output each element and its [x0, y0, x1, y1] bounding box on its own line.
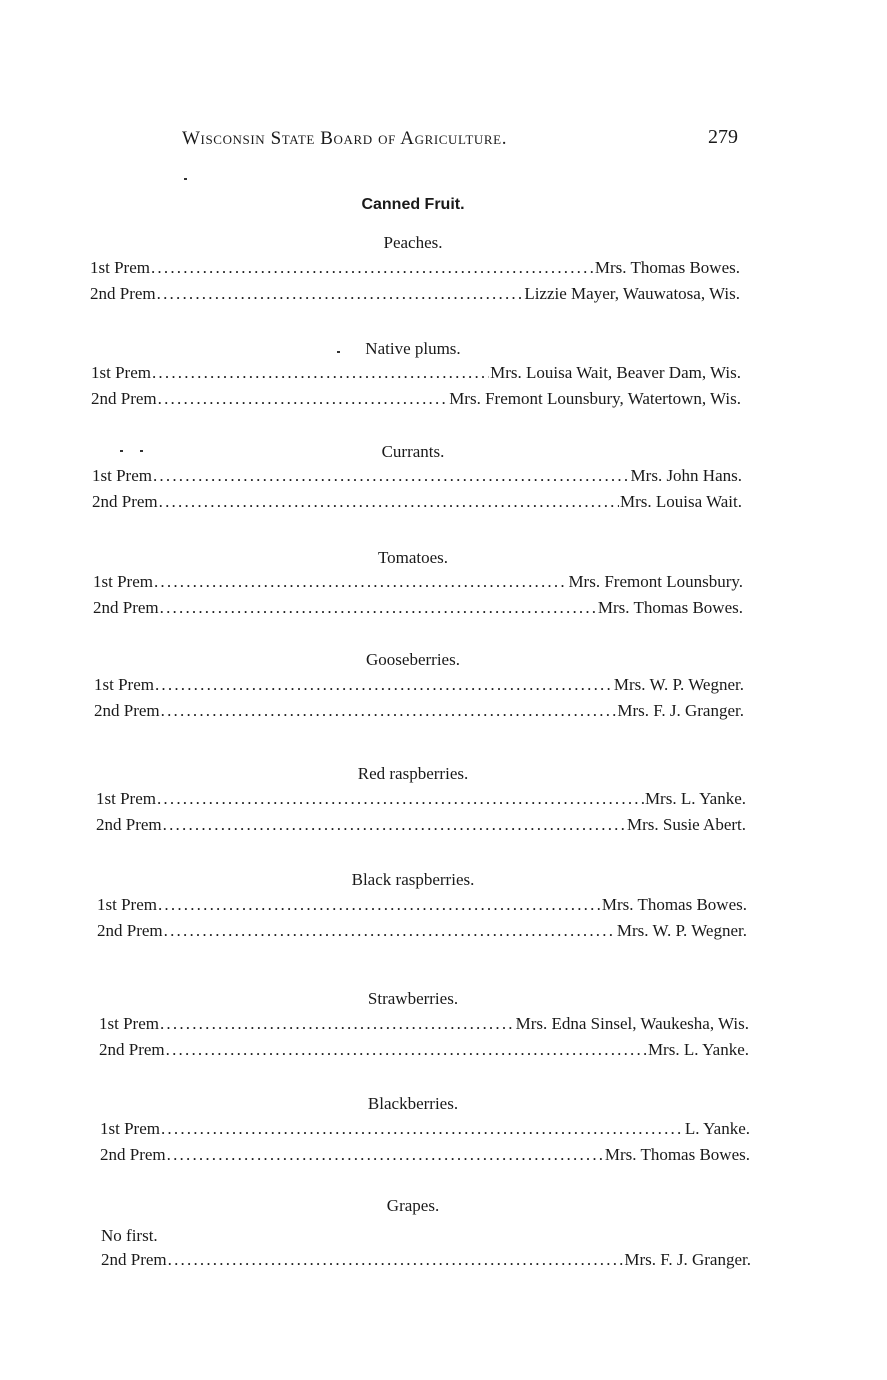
winner-name: Mrs. W. P. Wegner. [613, 675, 744, 694]
dot-leader [160, 1014, 515, 1034]
premium-entry [94, 675, 744, 699]
dot-leader [163, 815, 626, 835]
category-heading: Grapes. [386, 1196, 440, 1215]
winner-name: Mrs. F. J. Granger. [617, 701, 744, 720]
prize-label: 1st Prem [93, 572, 153, 591]
prize-label: 2nd Prem [94, 701, 160, 720]
prize-label: 1st Prem [99, 1014, 159, 1033]
prize-label: 2nd Prem [97, 921, 163, 940]
dot-leader [154, 572, 567, 592]
dot-leader [161, 701, 617, 721]
category-heading: Tomatoes. [377, 548, 449, 567]
winner-name: Mrs. L. Yanke. [647, 1040, 749, 1059]
category-heading: Peaches. [383, 233, 443, 252]
prize-label: 2nd Prem [92, 492, 158, 511]
prize-label: 1st Prem [91, 363, 151, 382]
premium-entry [93, 598, 743, 622]
dot-leader [164, 921, 616, 941]
prize-label: 1st Prem [92, 466, 152, 485]
dot-leader [155, 675, 613, 695]
winner-name: Mrs. L. Yanke. [644, 789, 746, 808]
winner-name: L. Yanke. [684, 1119, 750, 1138]
category-heading: Strawberries. [367, 989, 459, 1008]
premium-entry [92, 492, 742, 516]
dot-leader [166, 1040, 647, 1060]
prize-label: 2nd Prem [93, 598, 159, 617]
winner-name: Mrs. Thomas Bowes. [594, 258, 740, 277]
prize-label: 1st Prem [94, 675, 154, 694]
dot-leader [167, 1145, 604, 1165]
premium-entry [99, 1014, 749, 1038]
dot-leader [158, 895, 601, 915]
category-heading: Red raspberries. [357, 764, 469, 783]
winner-name: Mrs. Louisa Wait, Beaver Dam, Wis. [490, 363, 741, 382]
prize-label: 1st Prem [100, 1119, 160, 1138]
premium-entry [96, 789, 746, 813]
premium-entry [93, 572, 743, 596]
premium-entry [97, 921, 747, 945]
prize-label: 2nd Prem [101, 1250, 167, 1269]
category-heading: Currants. [381, 442, 445, 461]
prize-label: 1st Prem [90, 258, 150, 277]
premium-entry [92, 466, 742, 490]
premium-entry [100, 1119, 750, 1143]
dot-leader [158, 389, 449, 409]
winner-name: Mrs. W. P. Wegner. [616, 921, 747, 940]
prize-label: 2nd Prem [99, 1040, 165, 1059]
dot-leader [160, 598, 597, 618]
premium-entry [96, 815, 746, 839]
section-title: Canned Fruit. [361, 196, 465, 213]
premium-entry [100, 1145, 750, 1169]
premium-entry [99, 1040, 749, 1064]
category-heading: Blackberries. [367, 1094, 459, 1113]
prize-label: 2nd Prem [90, 284, 156, 303]
dot-leader [159, 492, 619, 512]
dot-leader [152, 363, 489, 383]
premium-entry [101, 1250, 751, 1274]
premium-entry [91, 363, 741, 387]
premium-entry [90, 258, 740, 282]
winner-name: Mrs. Fremont Lounsbury, Watertown, Wis. [449, 389, 741, 408]
winner-name: Mrs. Fremont Lounsbury. [568, 572, 743, 591]
dot-leader [168, 1250, 624, 1270]
page-number: 279 [708, 126, 738, 148]
dot-leader [151, 258, 594, 278]
prize-label: 2nd Prem [100, 1145, 166, 1164]
premium-entry [94, 701, 744, 725]
prize-label: 1st Prem [97, 895, 157, 914]
category-heading: Gooseberries. [366, 650, 460, 669]
winner-name: Mrs. Thomas Bowes. [597, 598, 743, 617]
print-speck [184, 178, 187, 180]
premium-entry [90, 284, 740, 308]
winner-name: Mrs. Thomas Bowes. [604, 1145, 750, 1164]
running-head: Wisconsin State Board of Agriculture. [182, 128, 508, 149]
winner-name: Mrs. John Hans. [630, 466, 742, 485]
premium-entry [91, 389, 741, 413]
prize-label: 1st Prem [96, 789, 156, 808]
category-heading: Native plums. [365, 339, 461, 358]
page-header [182, 126, 742, 158]
dot-leader [161, 1119, 684, 1139]
winner-name: Mrs. Louisa Wait. [619, 492, 742, 511]
dot-leader [157, 789, 644, 809]
dot-leader [157, 284, 524, 304]
winner-name: Lizzie Mayer, Wauwatosa, Wis. [524, 284, 740, 303]
dot-leader [153, 466, 630, 486]
winner-name: Mrs. Edna Sinsel, Waukesha, Wis. [515, 1014, 749, 1033]
winner-name: Mrs. Susie Abert. [627, 815, 746, 834]
premium-entry [97, 895, 747, 919]
category-heading: Black raspberries. [351, 870, 475, 889]
category-note: No first. [101, 1226, 158, 1245]
prize-label: 2nd Prem [91, 389, 157, 408]
prize-label: 2nd Prem [96, 815, 162, 834]
winner-name: Mrs. F. J. Granger. [624, 1250, 751, 1269]
winner-name: Mrs. Thomas Bowes. [601, 895, 747, 914]
